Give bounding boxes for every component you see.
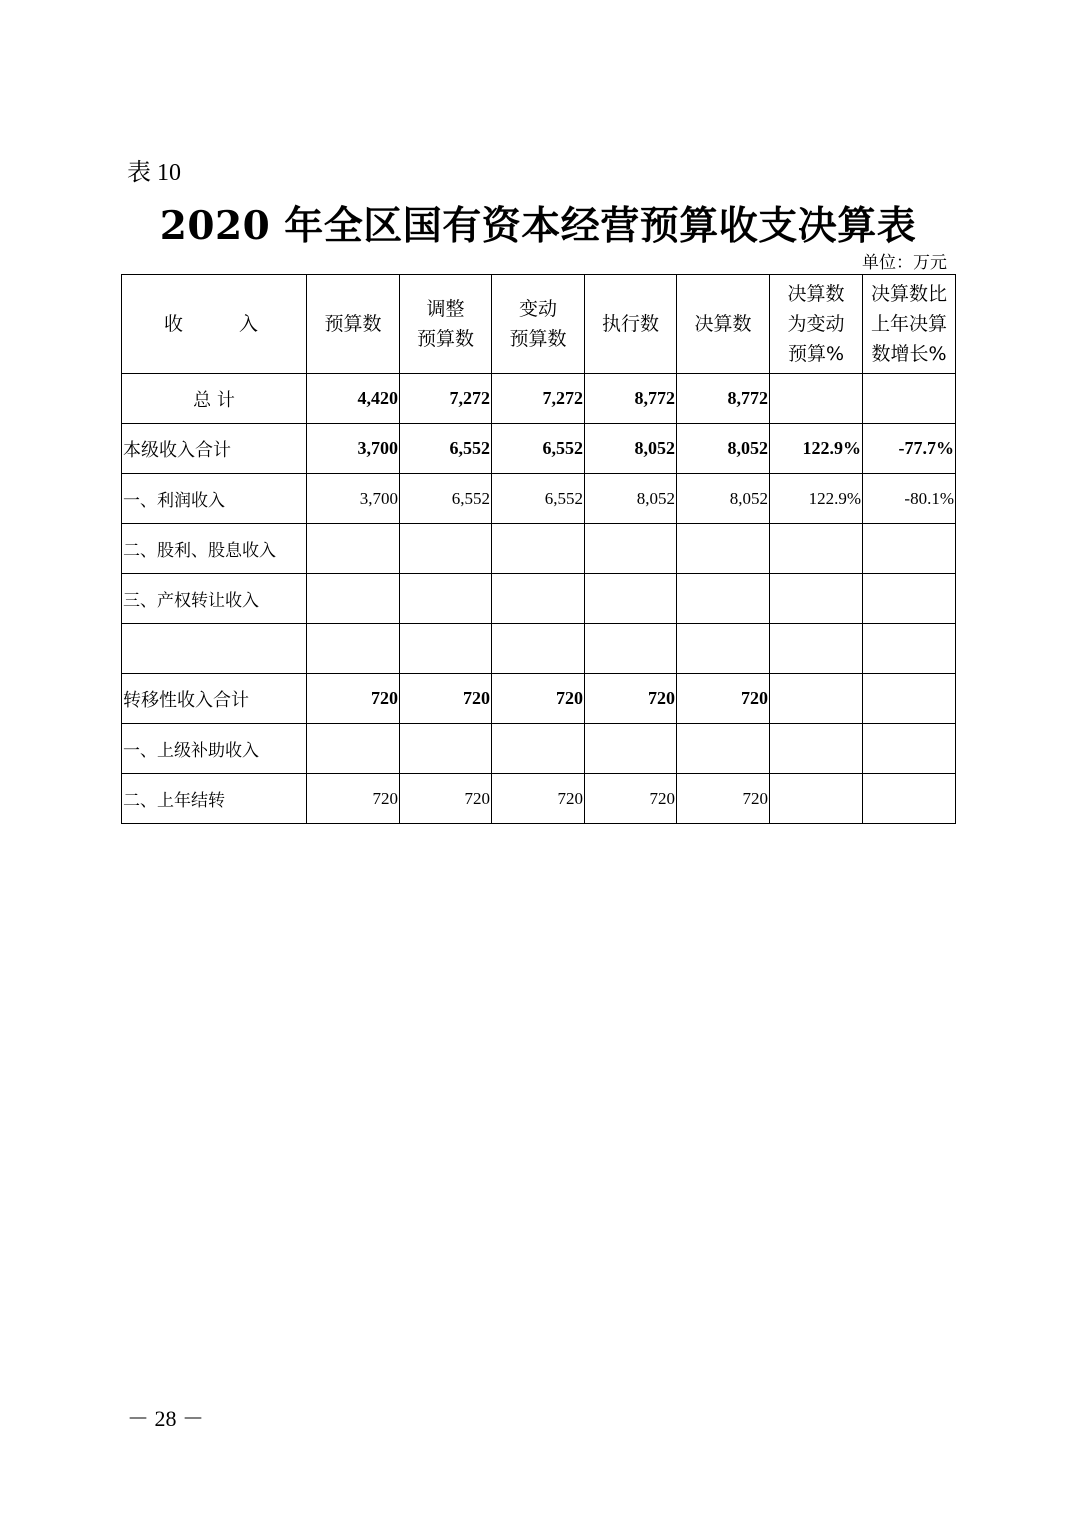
table-row — [122, 524, 956, 574]
cell-adjusted: 6,552 — [400, 474, 492, 524]
table-label-text: 表 — [127, 158, 151, 186]
cell-changed: 720 — [492, 774, 585, 824]
cell-final: 8,052 — [677, 424, 770, 474]
cell-growth-pct — [863, 674, 956, 724]
table-row — [122, 374, 956, 424]
cell-growth-pct: -77.7% — [863, 424, 956, 474]
cell-final-pct — [770, 374, 863, 424]
table-row — [122, 624, 956, 674]
cell-final-pct — [770, 524, 863, 574]
header-row — [122, 275, 956, 374]
cell-executed — [585, 724, 677, 774]
row-name: 总 计 — [122, 374, 307, 424]
cell-changed — [492, 574, 585, 624]
row-name — [122, 624, 307, 674]
cell-growth-pct — [863, 524, 956, 574]
cell-final: 8,052 — [677, 474, 770, 524]
cell-executed: 8,052 — [585, 474, 677, 524]
cell-budget — [307, 524, 400, 574]
row-name: 二、股利、股息收入 — [122, 524, 307, 574]
page-title: 2020 年全区国有资本经营预算收支决算表 — [159, 203, 917, 249]
cell-final: 720 — [677, 674, 770, 724]
cell-adjusted: 7,272 — [400, 374, 492, 424]
cell-changed — [492, 624, 585, 674]
cell-growth-pct — [863, 774, 956, 824]
cell-adjusted — [400, 724, 492, 774]
cell-adjusted — [400, 574, 492, 624]
cell-budget — [307, 624, 400, 674]
cell-budget: 720 — [307, 774, 400, 824]
table-row — [122, 474, 956, 524]
cell-executed: 8,772 — [585, 374, 677, 424]
cell-final-pct — [770, 574, 863, 624]
budget-table — [121, 274, 956, 824]
header-final: 决算数 — [677, 275, 770, 374]
table-row — [122, 574, 956, 624]
header-adjusted-budget: 调整 预算数 — [400, 275, 492, 374]
cell-changed: 7,272 — [492, 374, 585, 424]
cell-growth-pct — [863, 724, 956, 774]
cell-final: 720 — [677, 774, 770, 824]
header-changed-budget: 变动 预算数 — [492, 275, 585, 374]
unit-note: 单位：万元 — [862, 253, 947, 273]
cell-growth-pct — [863, 374, 956, 424]
cell-budget — [307, 724, 400, 774]
cell-executed — [585, 574, 677, 624]
cell-executed — [585, 624, 677, 674]
cell-budget: 3,700 — [307, 424, 400, 474]
cell-executed — [585, 524, 677, 574]
cell-changed — [492, 524, 585, 574]
cell-executed: 720 — [585, 674, 677, 724]
table-row — [122, 424, 956, 474]
cell-budget: 720 — [307, 674, 400, 724]
cell-changed — [492, 724, 585, 774]
header-budget: 预算数 — [307, 275, 400, 374]
cell-final — [677, 574, 770, 624]
cell-changed: 6,552 — [492, 474, 585, 524]
row-name: 一、上级补助收入 — [122, 724, 307, 774]
cell-growth-pct — [863, 624, 956, 674]
cell-final — [677, 724, 770, 774]
cell-budget — [307, 574, 400, 624]
cell-growth-pct — [863, 574, 956, 624]
cell-final: 8,772 — [677, 374, 770, 424]
cell-adjusted: 720 — [400, 774, 492, 824]
table-row — [122, 674, 956, 724]
cell-adjusted — [400, 524, 492, 574]
header-executed: 执行数 — [585, 275, 677, 374]
cell-final — [677, 524, 770, 574]
table-number: 10 — [157, 160, 181, 186]
cell-changed: 6,552 — [492, 424, 585, 474]
cell-final-pct: 122.9% — [770, 424, 863, 474]
cell-final-pct — [770, 624, 863, 674]
cell-budget: 3,700 — [307, 474, 400, 524]
row-name: 三、产权转让收入 — [122, 574, 307, 624]
row-name: 二、上年结转 — [122, 774, 307, 824]
cell-changed: 720 — [492, 674, 585, 724]
table-label — [127, 156, 181, 189]
header-final-vs-changed: 决算数 为变动 预算% — [770, 275, 863, 374]
header-growth: 决算数比 上年决算 数增长% — [863, 275, 956, 374]
cell-final — [677, 624, 770, 674]
cell-final-pct: 122.9% — [770, 474, 863, 524]
table-row — [122, 724, 956, 774]
cell-adjusted: 720 — [400, 674, 492, 724]
row-name: 转移性收入合计 — [122, 674, 307, 724]
cell-budget: 4,420 — [307, 374, 400, 424]
cell-adjusted — [400, 624, 492, 674]
page-number: － 28 － — [127, 1406, 205, 1431]
row-name: 本级收入合计 — [122, 424, 307, 474]
cell-final-pct — [770, 674, 863, 724]
table-row — [122, 774, 956, 824]
cell-final-pct — [770, 774, 863, 824]
cell-executed: 8,052 — [585, 424, 677, 474]
cell-final-pct — [770, 724, 863, 774]
cell-adjusted: 6,552 — [400, 424, 492, 474]
header-income: 收 入 — [122, 275, 307, 374]
cell-growth-pct: -80.1% — [863, 474, 956, 524]
cell-executed: 720 — [585, 774, 677, 824]
row-name: 一、利润收入 — [122, 474, 307, 524]
